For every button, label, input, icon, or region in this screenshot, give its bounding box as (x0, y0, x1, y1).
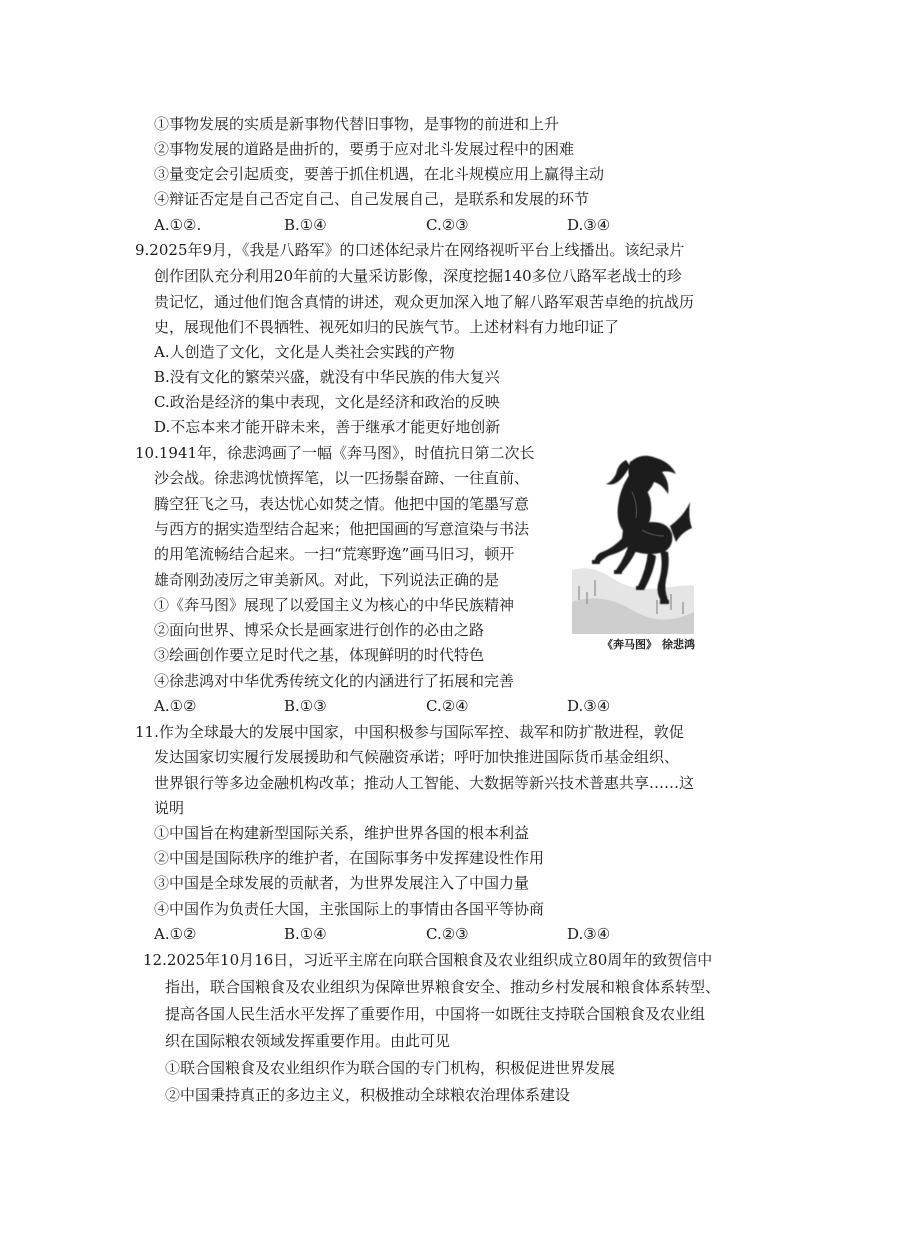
q10-item-2: ②面向世界、博采众长是画家进行创作的必由之路 (154, 621, 485, 639)
q10-stem-line-2: 沙会战。徐悲鸿忧愤挥笔，以一匹扬鬃奋蹄、一往直前、 (154, 469, 530, 487)
q8-option-c[interactable]: C.②③ (426, 216, 469, 234)
q8-item-2: ②事物发展的道路是曲折的，要勇于应对北斗发展过程中的困难 (154, 140, 575, 158)
q12-stem-line-4: 织在国际粮农领域发挥重要作用。由此可见 (165, 1032, 451, 1050)
galloping-horse-painting (572, 452, 694, 652)
q12-stem-line-1: 12.2025年10月16日，习近平主席在向联合国粮食及农业组织成立80周年的致贺信中 (143, 951, 713, 969)
q11-item-2: ②中国是国际秩序的维护者，在国际事务中发挥建设性作用 (154, 849, 545, 867)
q10-stem-line-1: 10.1941年，徐悲鸿画了一幅《奔马图》，时值抗日第二次长 (135, 444, 535, 462)
q10-item-4: ④徐悲鸿对中华优秀传统文化的内涵进行了拓展和完善 (154, 672, 515, 690)
q11-stem-line-1: 11.作为全球最大的发展中国家，中国积极参与国际军控、裁军和防扩散进程，敦促 (135, 723, 684, 741)
q11-options (154, 924, 714, 944)
q9-choice-b[interactable]: B.没有文化的繁荣兴盛，就没有中华民族的伟大复兴 (154, 368, 500, 386)
q11-option-b[interactable]: B.①④ (284, 925, 327, 943)
q10-option-c[interactable]: C.②④ (426, 697, 469, 715)
q11-option-c[interactable]: C.②③ (426, 925, 469, 943)
q10-stem-line-5: 的用笔流畅结合起来。一扫“荒寒野逸”画马旧习，顿开 (154, 545, 515, 563)
q10-item-1: ①《奔马图》展现了以爱国主义为核心的中华民族精神 (154, 596, 515, 614)
q9-stem-line-2: 创作团队充分利用20年前的大量采访影像，深度挖掘140多位八路军老战士的珍 (154, 267, 682, 285)
q8-option-d[interactable]: D.③④ (567, 216, 611, 234)
q10-option-b[interactable]: B.①③ (284, 697, 327, 715)
q11-item-1: ①中国旨在构建新型国际关系，维护世界各国的根本利益 (154, 824, 530, 842)
q11-stem-line-4: 说明 (154, 799, 185, 817)
q8-item-4: ④辩证否定是自己否定自己、自己发展自己，是联系和发展的环节 (154, 190, 590, 208)
q10-option-d[interactable]: D.③④ (567, 697, 611, 715)
q10-option-a[interactable]: A.①② (154, 697, 197, 715)
q8-option-a[interactable]: A.①②. (154, 216, 202, 234)
q9-stem-line-1: 9.2025年9月，《我是八路军》的口述体纪录片在网络视听平台上线播出。该纪录片 (135, 241, 685, 259)
q11-item-3: ③中国是全球发展的贡献者，为世界发展注入了中国力量 (154, 874, 530, 892)
q10-item-3: ③绘画创作要立足时代之基，体现鲜明的时代特色 (154, 646, 485, 664)
q9-stem-line-4: 史，展现他们不畏牺牲、视死如归的民族气节。上述材料有力地印证了 (154, 318, 620, 336)
q11-stem-line-2: 发达国家切实履行发展援助和气候融资承诺；呼吁加快推进国际货币基金组织、 (154, 748, 680, 766)
q9-choice-c[interactable]: C.政治是经济的集中表现，文化是经济和政治的反映 (154, 393, 500, 411)
q12-item-2: ②中国秉持真正的多边主义，积极推动全球粮农治理体系建设 (165, 1086, 571, 1104)
q9-choice-a[interactable]: A.人创造了文化，文化是人类社会实践的产物 (154, 343, 455, 361)
q11-option-a[interactable]: A.①② (154, 925, 197, 943)
q11-stem-line-3: 世界银行等多边金融机构改革；推动人工智能、大数据等新兴技术普惠共享……这 (154, 774, 695, 792)
q12-stem-line-3: 提高各国人民生活水平发挥了重要作用，中国将一如既往支持联合国粮食及农业组 (165, 1005, 706, 1023)
q8-options (154, 215, 714, 235)
q9-choice-d[interactable]: D.不忘本来才能开辟未来，善于继承才能更好地创新 (154, 418, 501, 436)
q10-options (154, 696, 714, 716)
q10-stem-line-6: 雄奇刚劲凌厉之审美新风。对此，下列说法正确的是 (154, 571, 500, 589)
q12-item-1: ①联合国粮食及农业组织作为联合国的专门机构，积极促进世界发展 (165, 1059, 616, 1077)
q10-stem-line-3: 腾空狂飞之马，表达忧心如焚之情。他把中国的笔墨写意 (154, 495, 530, 513)
q10-stem-line-4: 与西方的据实造型结合起来；他把国画的写意渲染与书法 (154, 520, 530, 538)
q8-item-1: ①事物发展的实质是新事物代替旧事物，是事物的前进和上升 (154, 115, 560, 133)
painting-title: 《奔马图》 (602, 638, 657, 651)
painting-author: 徐悲鸿 (662, 638, 695, 651)
q9-stem-line-3: 贵记忆，通过他们饱含真情的讲述，观众更加深入地了解八路军艰苦卓绝的抗战历 (154, 293, 695, 311)
q8-option-b[interactable]: B.①④ (284, 216, 327, 234)
q8-item-3: ③量变定会引起质变，要善于抓住机遇，在北斗规模应用上赢得主动 (154, 165, 605, 183)
q11-option-d[interactable]: D.③④ (567, 925, 611, 943)
q12-stem-line-2: 指出，联合国粮食及农业组织为保障世界粮食安全、推动乡村发展和粮食体系转型、 (165, 978, 721, 996)
q11-item-4: ④中国作为负责任大国，主张国际上的事情由各国平等协商 (154, 900, 545, 918)
